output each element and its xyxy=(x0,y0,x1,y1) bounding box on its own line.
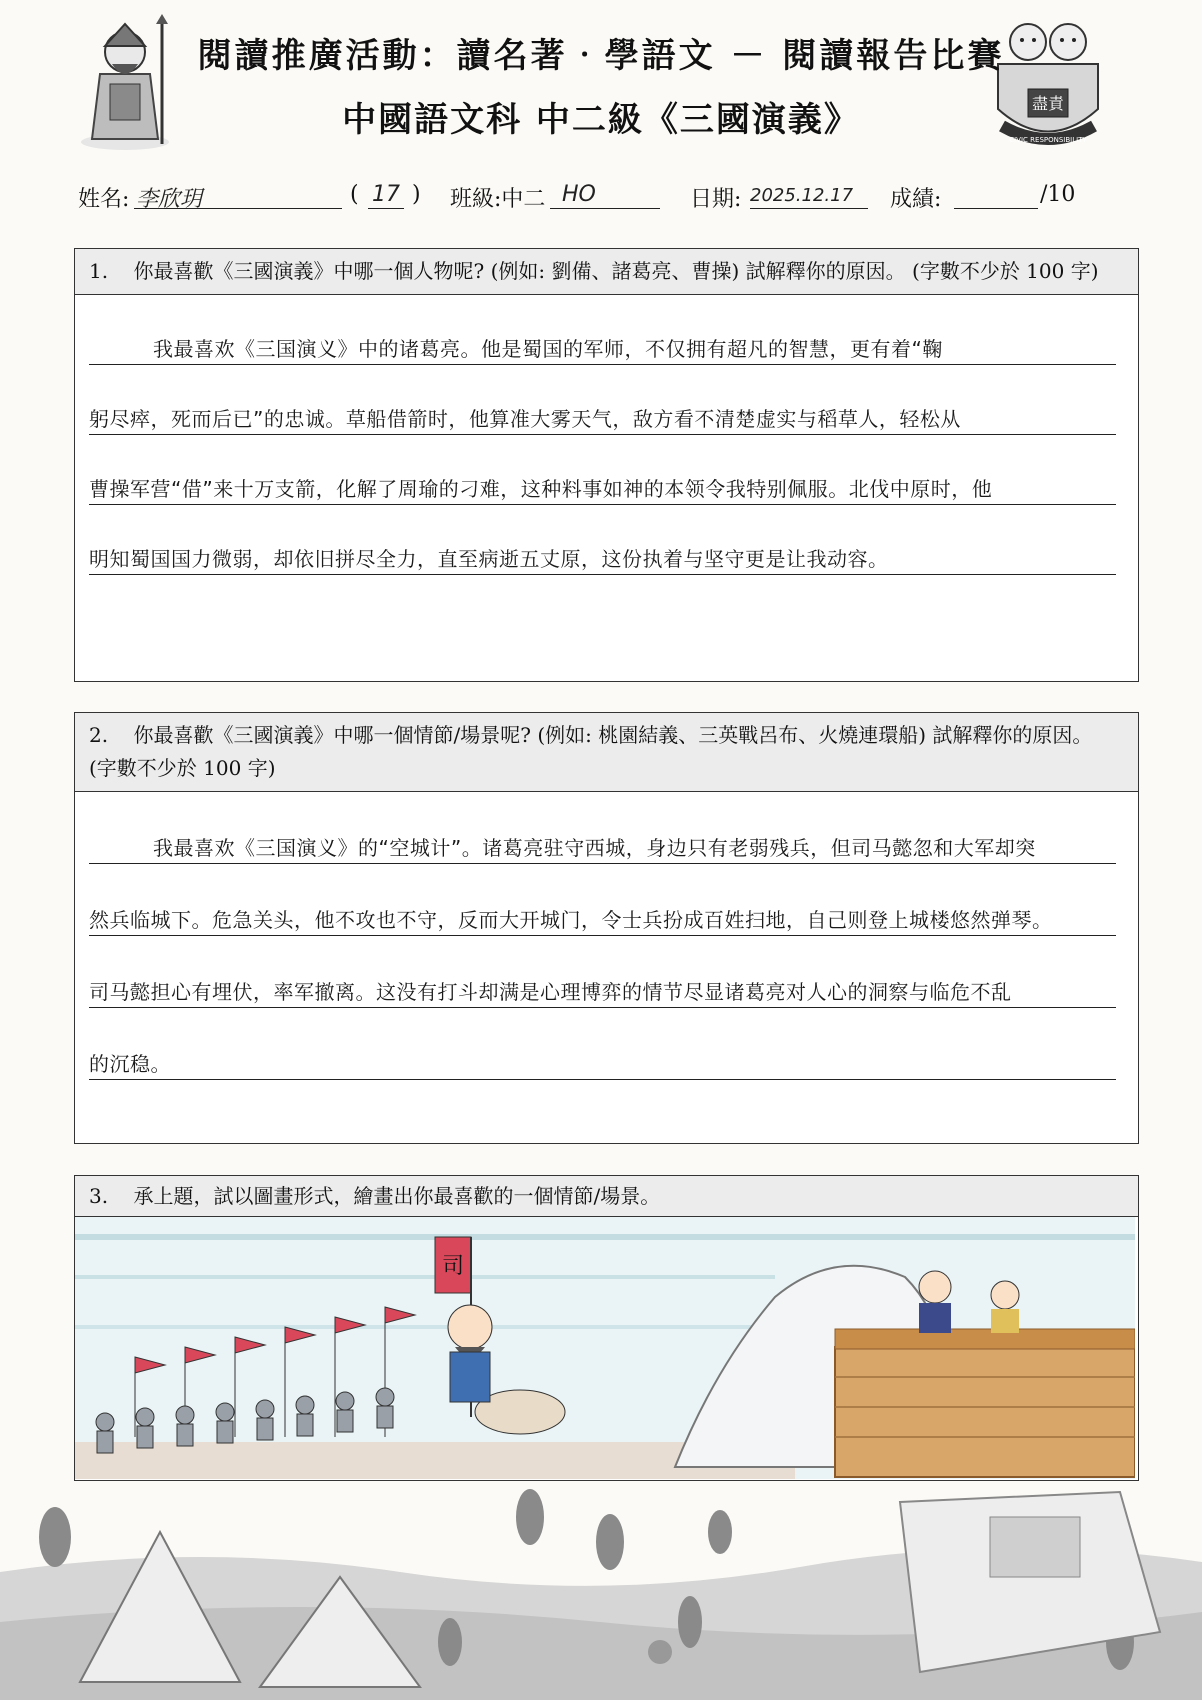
question-1-number: 1. xyxy=(89,259,109,283)
answer-line: 曹操军营“借”来十万支箭，化解了周瑜的刁难，这种料事如神的本领令我特别佩服。北伐中原时，他 xyxy=(89,473,1116,505)
student-info-row xyxy=(78,182,1138,216)
question-2-number: 2. xyxy=(89,723,109,747)
class-value: HO xyxy=(562,182,596,207)
zhuge-liang-figure xyxy=(919,1271,951,1303)
decorative-reading-landscape xyxy=(0,1482,1202,1700)
class-field[interactable] xyxy=(550,182,660,209)
answer-line: 明知蜀国国力微弱，却依旧拼尽全力，直至病逝五丈原，这份执着与坚守更是让我动容。 xyxy=(89,543,1116,575)
crest-badge-text: 盡責 xyxy=(1031,94,1065,113)
question-2-prompt: 你最喜歡《三國演義》中哪一個情節/場景呢? (例如: 桃園結義、三英戰呂布、火燒連環船) 試解釋你的原因。 (字數不少於 100 字) xyxy=(89,723,1093,780)
answer-line: 我最喜欢《三国演义》的“空城计”。诸葛亮驻守西城，身边只有老弱残兵，但司马懿忽和大军却突 xyxy=(89,832,1116,864)
attendant-figure xyxy=(991,1281,1019,1309)
name-field[interactable] xyxy=(134,182,342,212)
question-3-header xyxy=(75,1176,1138,1217)
sima-yi-figure xyxy=(448,1305,492,1349)
question-2-box xyxy=(74,712,1139,1144)
name-label: 姓名: xyxy=(78,187,130,212)
question-3-prompt: 承上題，試以圖畫形式，繪畫出你最喜歡的一個情節/場景。 xyxy=(133,1184,661,1208)
name-value: 李欣玥 xyxy=(136,187,203,212)
answer-line: 我最喜欢《三国演义》中的诸葛亮。他是蜀国的军师，不仅拥有超凡的智慧，更有着“鞠 xyxy=(89,333,1116,365)
number-open-paren: ( xyxy=(350,182,359,207)
question-1-box xyxy=(74,248,1139,682)
page-subtitle: 中國語文科 中二級《三國演義》 xyxy=(342,100,860,140)
page-title: 閱讀推廣活動：讀名著‧學語文 － 閱讀報告比賽 xyxy=(197,36,1005,76)
date-value: 2025.12.17 xyxy=(750,185,854,206)
empty-city-strategy-drawing[interactable] xyxy=(75,1217,1135,1479)
answer-line: 司马懿担心有埋伏，率军撤离。这没有打斗却满是心理博弈的情节尽显诸葛亮对人心的洞察与临危不乱 xyxy=(89,976,1116,1008)
question-3-number: 3. xyxy=(89,1184,109,1208)
score-total: /10 xyxy=(1040,182,1076,207)
answer-line: 的沉稳。 xyxy=(89,1048,1116,1080)
number-close-paren: ) xyxy=(412,182,421,207)
number-value: 17 xyxy=(372,182,400,207)
question-1-header xyxy=(75,249,1138,295)
question-2-header xyxy=(75,713,1138,792)
banner-character: 司 xyxy=(441,1254,465,1279)
score-field[interactable] xyxy=(954,182,1038,209)
class-label: 班級:中二 xyxy=(450,187,546,212)
number-field[interactable] xyxy=(368,182,404,209)
date-label: 日期: xyxy=(690,187,742,212)
answer-line: 躬尽瘁，死而后已”的忠诚。草船借箭时，他算准大雾天气，敌方看不清楚虚实与稻草人，轻松从 xyxy=(89,403,1116,435)
score-label: 成績: xyxy=(890,187,942,212)
answer-line: 然兵临城下。危急关头，他不攻也不守，反而大开城门，令士兵扮成百姓扫地，自己则登上城楼悠然弹琴。 xyxy=(89,904,1116,936)
crest-ribbon-text: CIVIC RESPONSIBILITY xyxy=(1009,136,1087,144)
question-1-prompt: 你最喜歡《三國演義》中哪一個人物呢? (例如: 劉備、諸葛亮、曹操) 試解釋你的原因。 (字數不少於 100 字) xyxy=(133,259,1099,283)
date-field[interactable] xyxy=(750,182,868,209)
question-3-box xyxy=(74,1175,1139,1481)
city-wall xyxy=(835,1347,1135,1477)
